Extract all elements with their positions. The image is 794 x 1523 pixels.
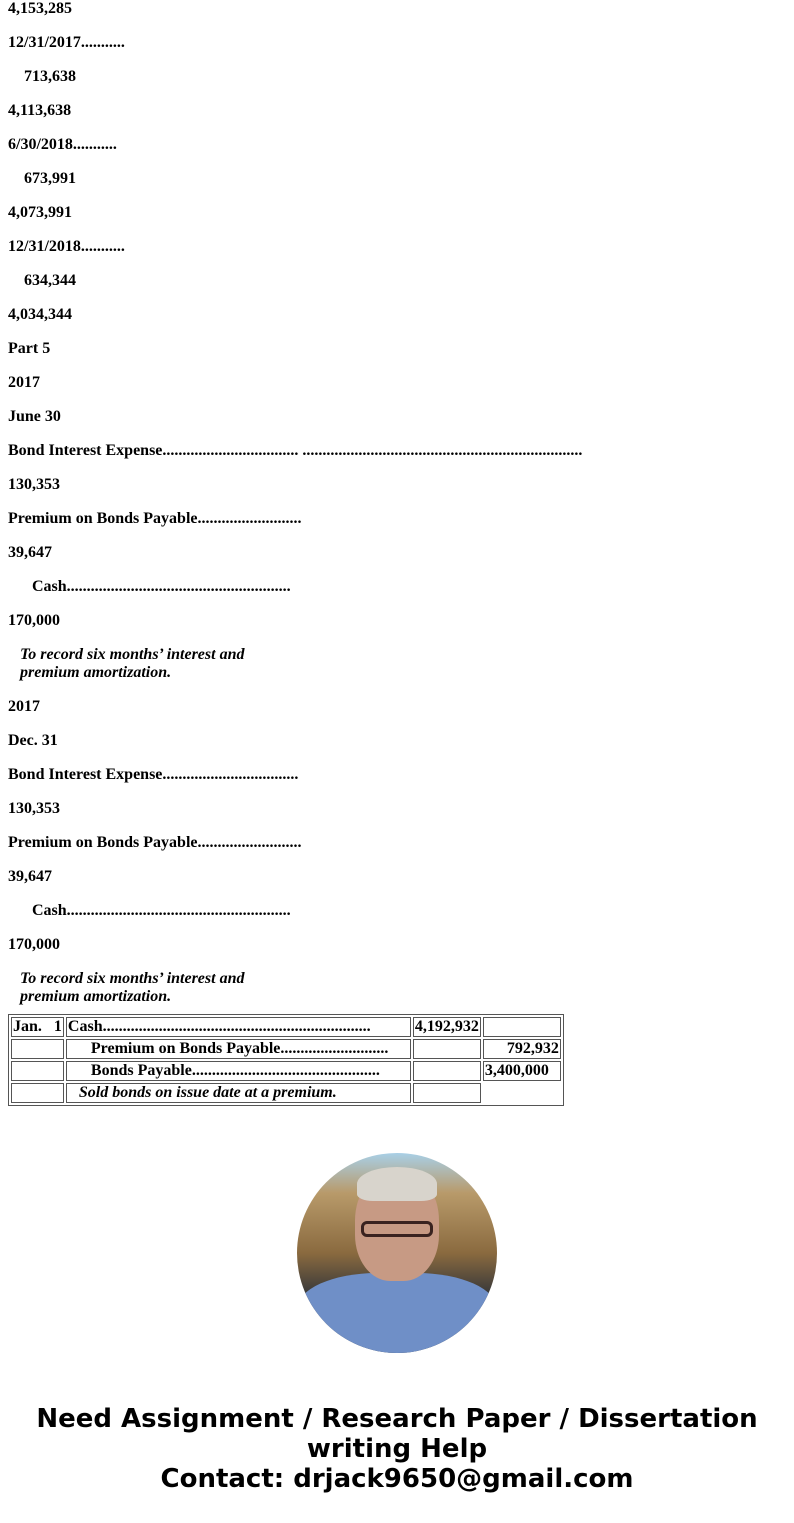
table-row xyxy=(11,1083,561,1103)
account-cell: Bonds Payable............................................... xyxy=(66,1061,411,1081)
amount-line: 170,000 xyxy=(8,936,60,953)
year-label: 2017 xyxy=(8,374,40,391)
explanation-cell: Sold bonds on issue date at a premium. xyxy=(66,1083,411,1103)
section-heading: Part 5 xyxy=(8,340,51,357)
account-line: Cash........................................................ xyxy=(32,902,291,919)
amortization-line: 713,638 xyxy=(24,68,76,85)
entry-explanation: To record six months’ interest and premium amortization. xyxy=(20,970,245,1005)
photo-hair xyxy=(357,1167,437,1201)
date-line: 12/31/2017........... xyxy=(8,34,125,51)
footer-line-2: writing Help xyxy=(306,1434,488,1464)
amount-line: 39,647 xyxy=(8,544,52,561)
contact-footer xyxy=(0,1404,794,1494)
balance-line: 4,153,285 xyxy=(8,0,72,17)
date-line: 6/30/2018........... xyxy=(8,136,117,153)
amount-line: 130,353 xyxy=(8,476,60,493)
amount-line: 130,353 xyxy=(8,800,60,817)
photo-shirt xyxy=(297,1273,497,1353)
date-cell xyxy=(11,1061,64,1081)
table-row xyxy=(11,1017,561,1037)
footer-contact: Contact: drjack9650@gmail.com xyxy=(160,1464,634,1494)
debit-cell: 4,192,932 xyxy=(414,1018,479,1035)
account-line: Premium on Bonds Payable.......................... xyxy=(8,834,302,851)
journal-table xyxy=(8,1014,564,1106)
footer-line-1: Need Assignment / Research Paper / Dissertation xyxy=(36,1404,758,1434)
amortization-line: 634,344 xyxy=(24,272,76,289)
amortization-line: 673,991 xyxy=(24,170,76,187)
account-line: Premium on Bonds Payable.......................... xyxy=(8,510,302,527)
credit-cell xyxy=(483,1017,561,1037)
balance-line: 4,073,991 xyxy=(8,204,72,221)
credit-cell xyxy=(483,1083,561,1103)
debit-cell xyxy=(413,1039,481,1059)
debit-cell xyxy=(413,1083,481,1103)
credit-cell: 792,932 xyxy=(483,1039,561,1059)
credit-cell: 3,400,000 xyxy=(483,1061,561,1081)
account-line: Bond Interest Expense.................................. ...................................................................... xyxy=(8,442,583,459)
account-line: Bond Interest Expense.................................. xyxy=(8,766,299,783)
author-photo xyxy=(297,1153,497,1353)
date-cell xyxy=(11,1083,64,1103)
account-cell: Cash................................................................... xyxy=(66,1017,411,1037)
balance-line: 4,034,344 xyxy=(8,306,72,323)
entry-date: June 30 xyxy=(8,408,61,425)
document-body xyxy=(8,0,788,1106)
date-line: 12/31/2018........... xyxy=(8,238,125,255)
table-row xyxy=(11,1039,561,1059)
year-label: 2017 xyxy=(8,698,40,715)
photo-glasses xyxy=(361,1221,433,1237)
amount-line: 39,647 xyxy=(8,868,52,885)
entry-explanation: To record six months’ interest and premium amortization. xyxy=(20,646,245,681)
amount-line: 170,000 xyxy=(8,612,60,629)
entry-date: Dec. 31 xyxy=(8,732,58,749)
debit-cell xyxy=(413,1061,481,1081)
account-cell: Premium on Bonds Payable........................... xyxy=(66,1039,411,1059)
account-line: Cash........................................................ xyxy=(32,578,291,595)
balance-line: 4,113,638 xyxy=(8,102,72,119)
date-cell: Jan. 1 xyxy=(13,1018,62,1035)
date-cell xyxy=(11,1039,64,1059)
table-row xyxy=(11,1061,561,1081)
